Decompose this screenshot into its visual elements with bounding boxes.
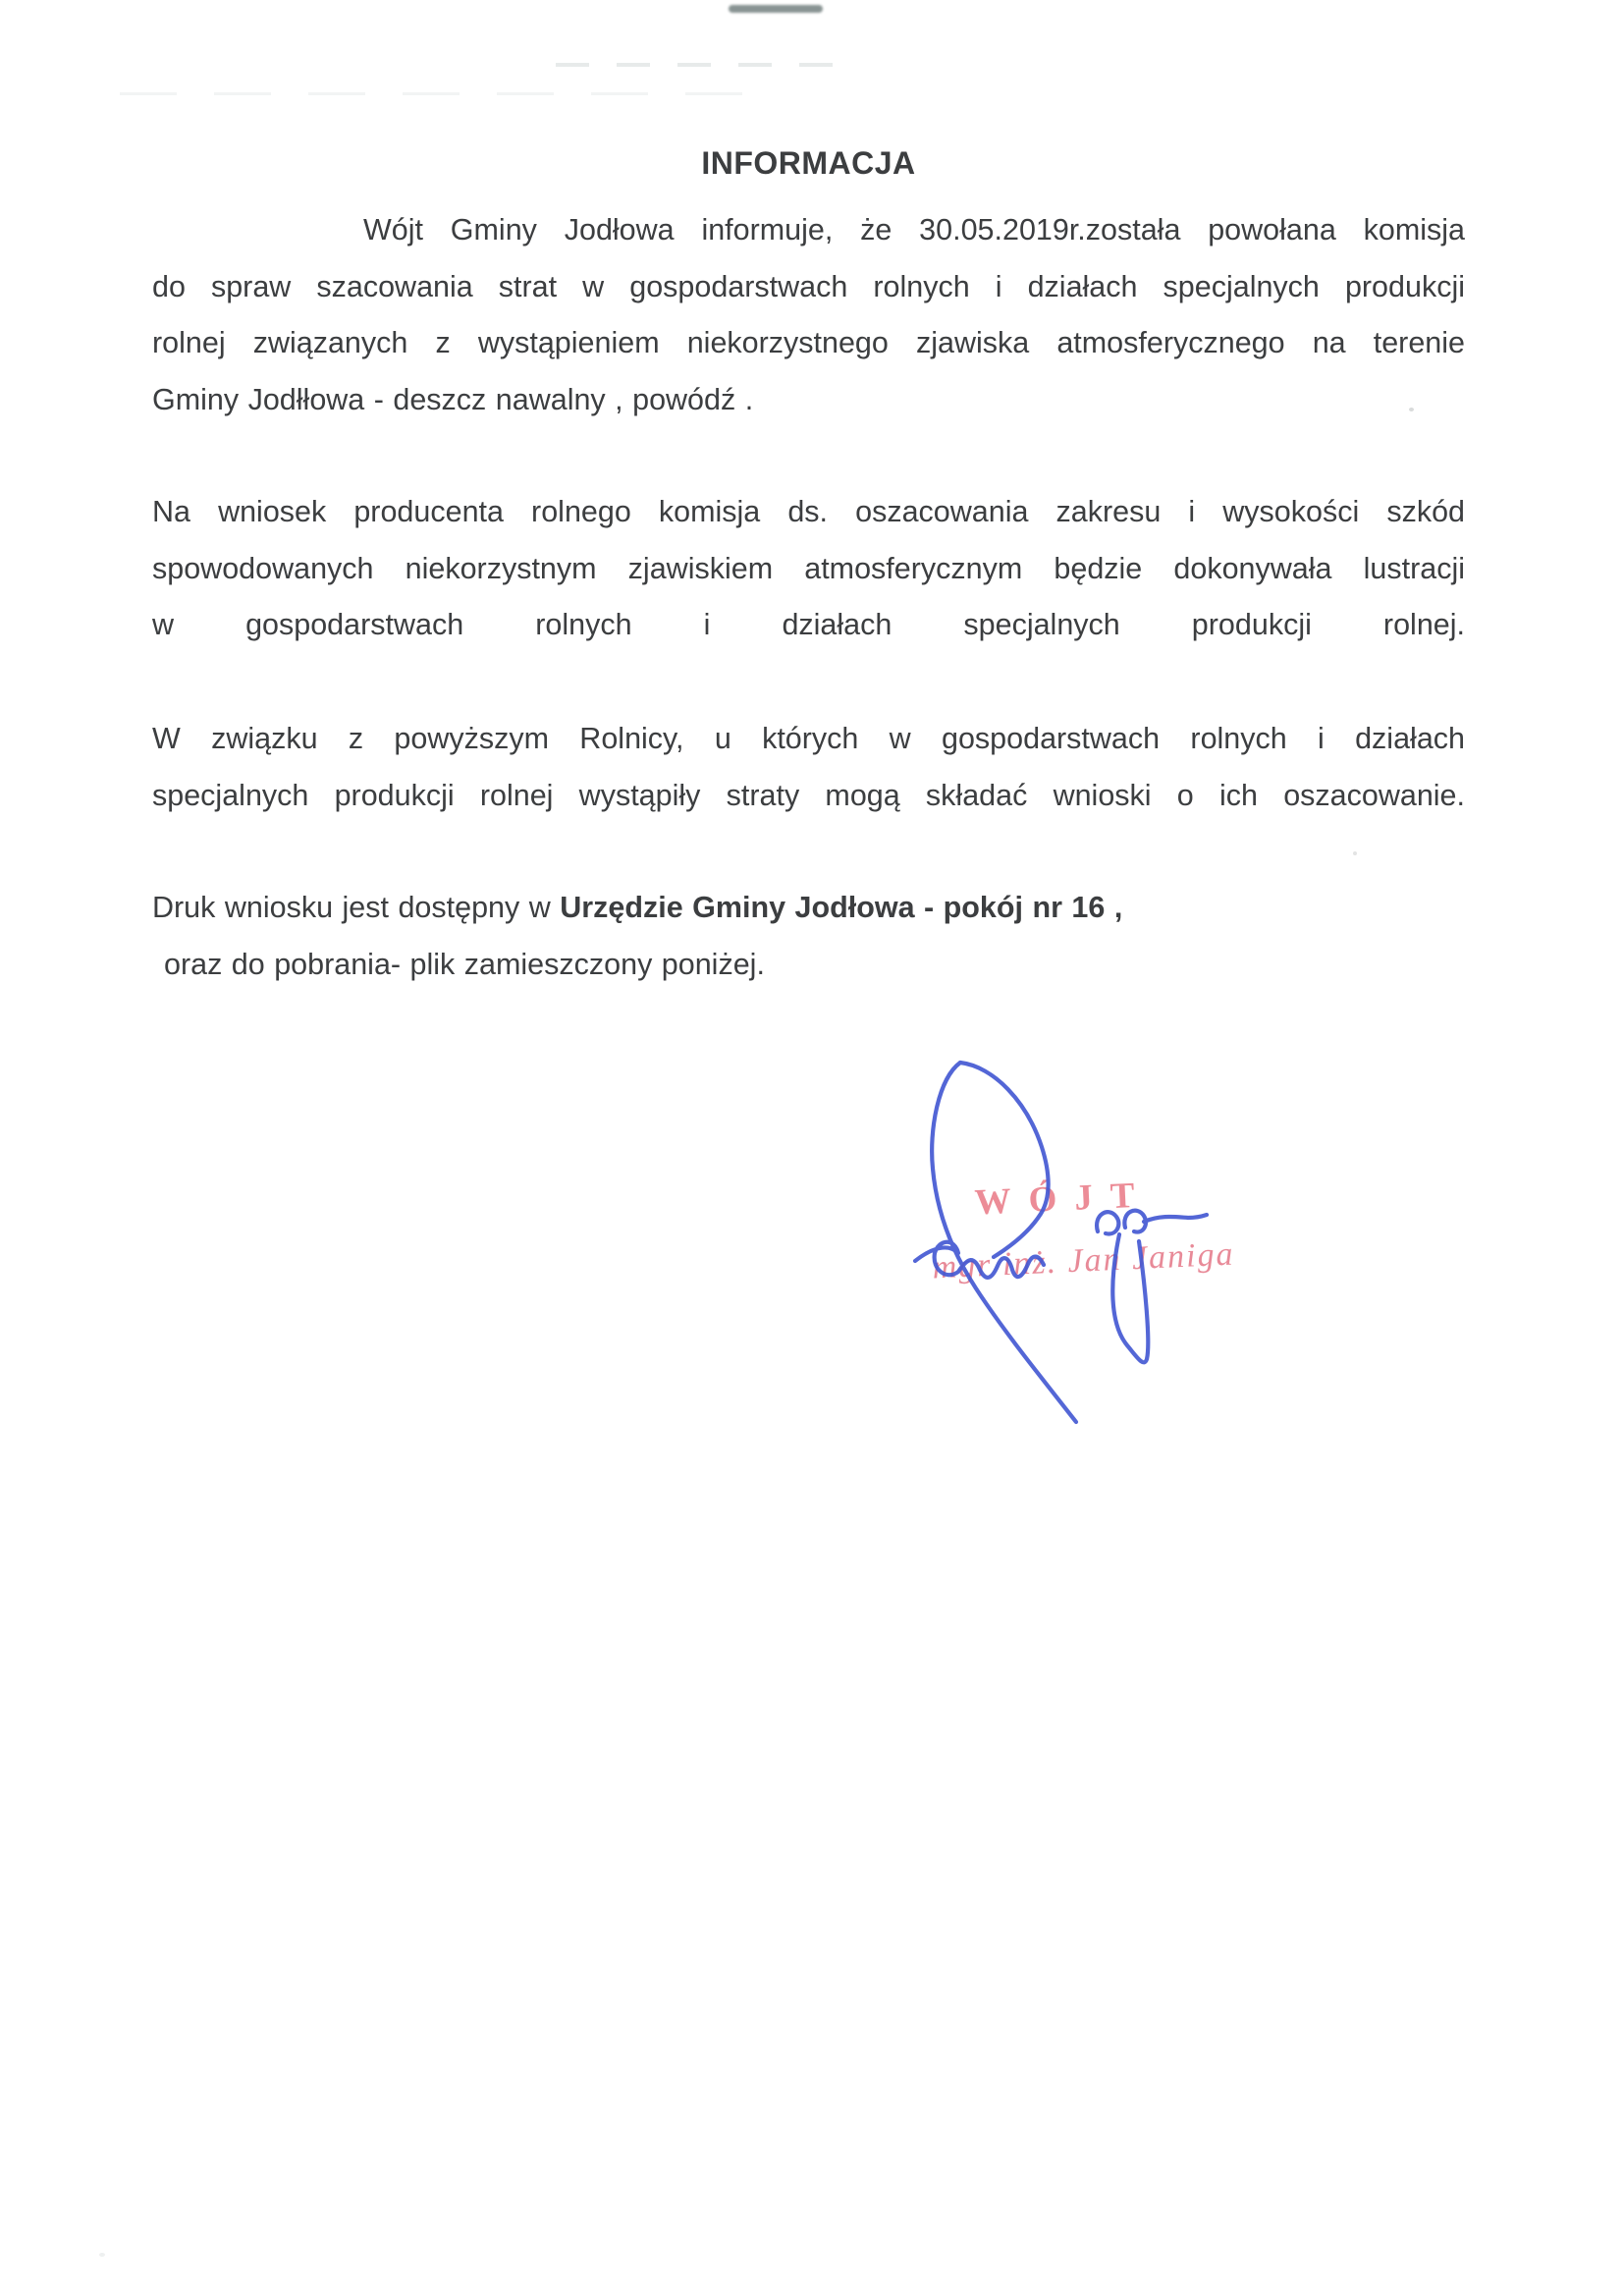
scan-smudge-artifact (729, 5, 823, 13)
scan-dash-artifact (556, 63, 850, 67)
text-line: do spraw szacowania strat w gospodarstwach rolnych i działach specjalnych produkcji (152, 269, 1465, 303)
scan-speck (1353, 851, 1357, 855)
text-line: Wójt Gminy Jodłowa informuje, że 30.05.2019r.została powołana komisja (363, 213, 1465, 246)
paragraph-4 (152, 880, 1465, 993)
scan-speck (99, 2253, 105, 2257)
scan-streak-artifact (120, 92, 748, 95)
bold-text-segment: Urzędzie Gminy Jodłowa - pokój nr 16 , (560, 891, 1123, 924)
text-line: spowodowanych niekorzystnym zjawiskiem atmosferycznym będzie dokonywała lustracji (152, 551, 1465, 585)
text-line: w gospodarstwach rolnych i działach specjalnych produkcji rolnej. (152, 608, 1465, 641)
text-line: Gminy Jodłłowa - deszcz nawalny , powódź . (152, 382, 754, 416)
text-line: oraz do pobrania- plik zamieszczony poniżej. (164, 947, 765, 981)
text-line: rolnej związanych z wystąpieniem niekorzystnego zjawiska atmosferycznego na terenie (152, 326, 1465, 359)
text-line: W związku z powyższym Rolnicy, u których w gospodarstwach rolnych i działach (152, 722, 1465, 755)
paragraph-2 (152, 484, 1465, 654)
paragraph-1 (152, 202, 1465, 428)
text-segment: Druk wniosku jest dostępny w (152, 891, 561, 924)
text-line: specjalnych produkcji rolnej wystąpiły straty mogą składać wnioski o ich oszacowanie. (152, 778, 1465, 812)
paragraph-3 (152, 711, 1465, 824)
text-line: Na wniosek producenta rolnego komisja ds. oszacowania zakresu i wysokości szkód (152, 495, 1465, 528)
handwritten-signature (903, 1031, 1306, 1434)
stamp-name: mgr inż. Jan Janiga (931, 1235, 1236, 1286)
text-line (152, 880, 1465, 937)
stamp-title-wojt: WÓJT (973, 1175, 1154, 1224)
document-title: INFORMACJA (701, 145, 916, 181)
